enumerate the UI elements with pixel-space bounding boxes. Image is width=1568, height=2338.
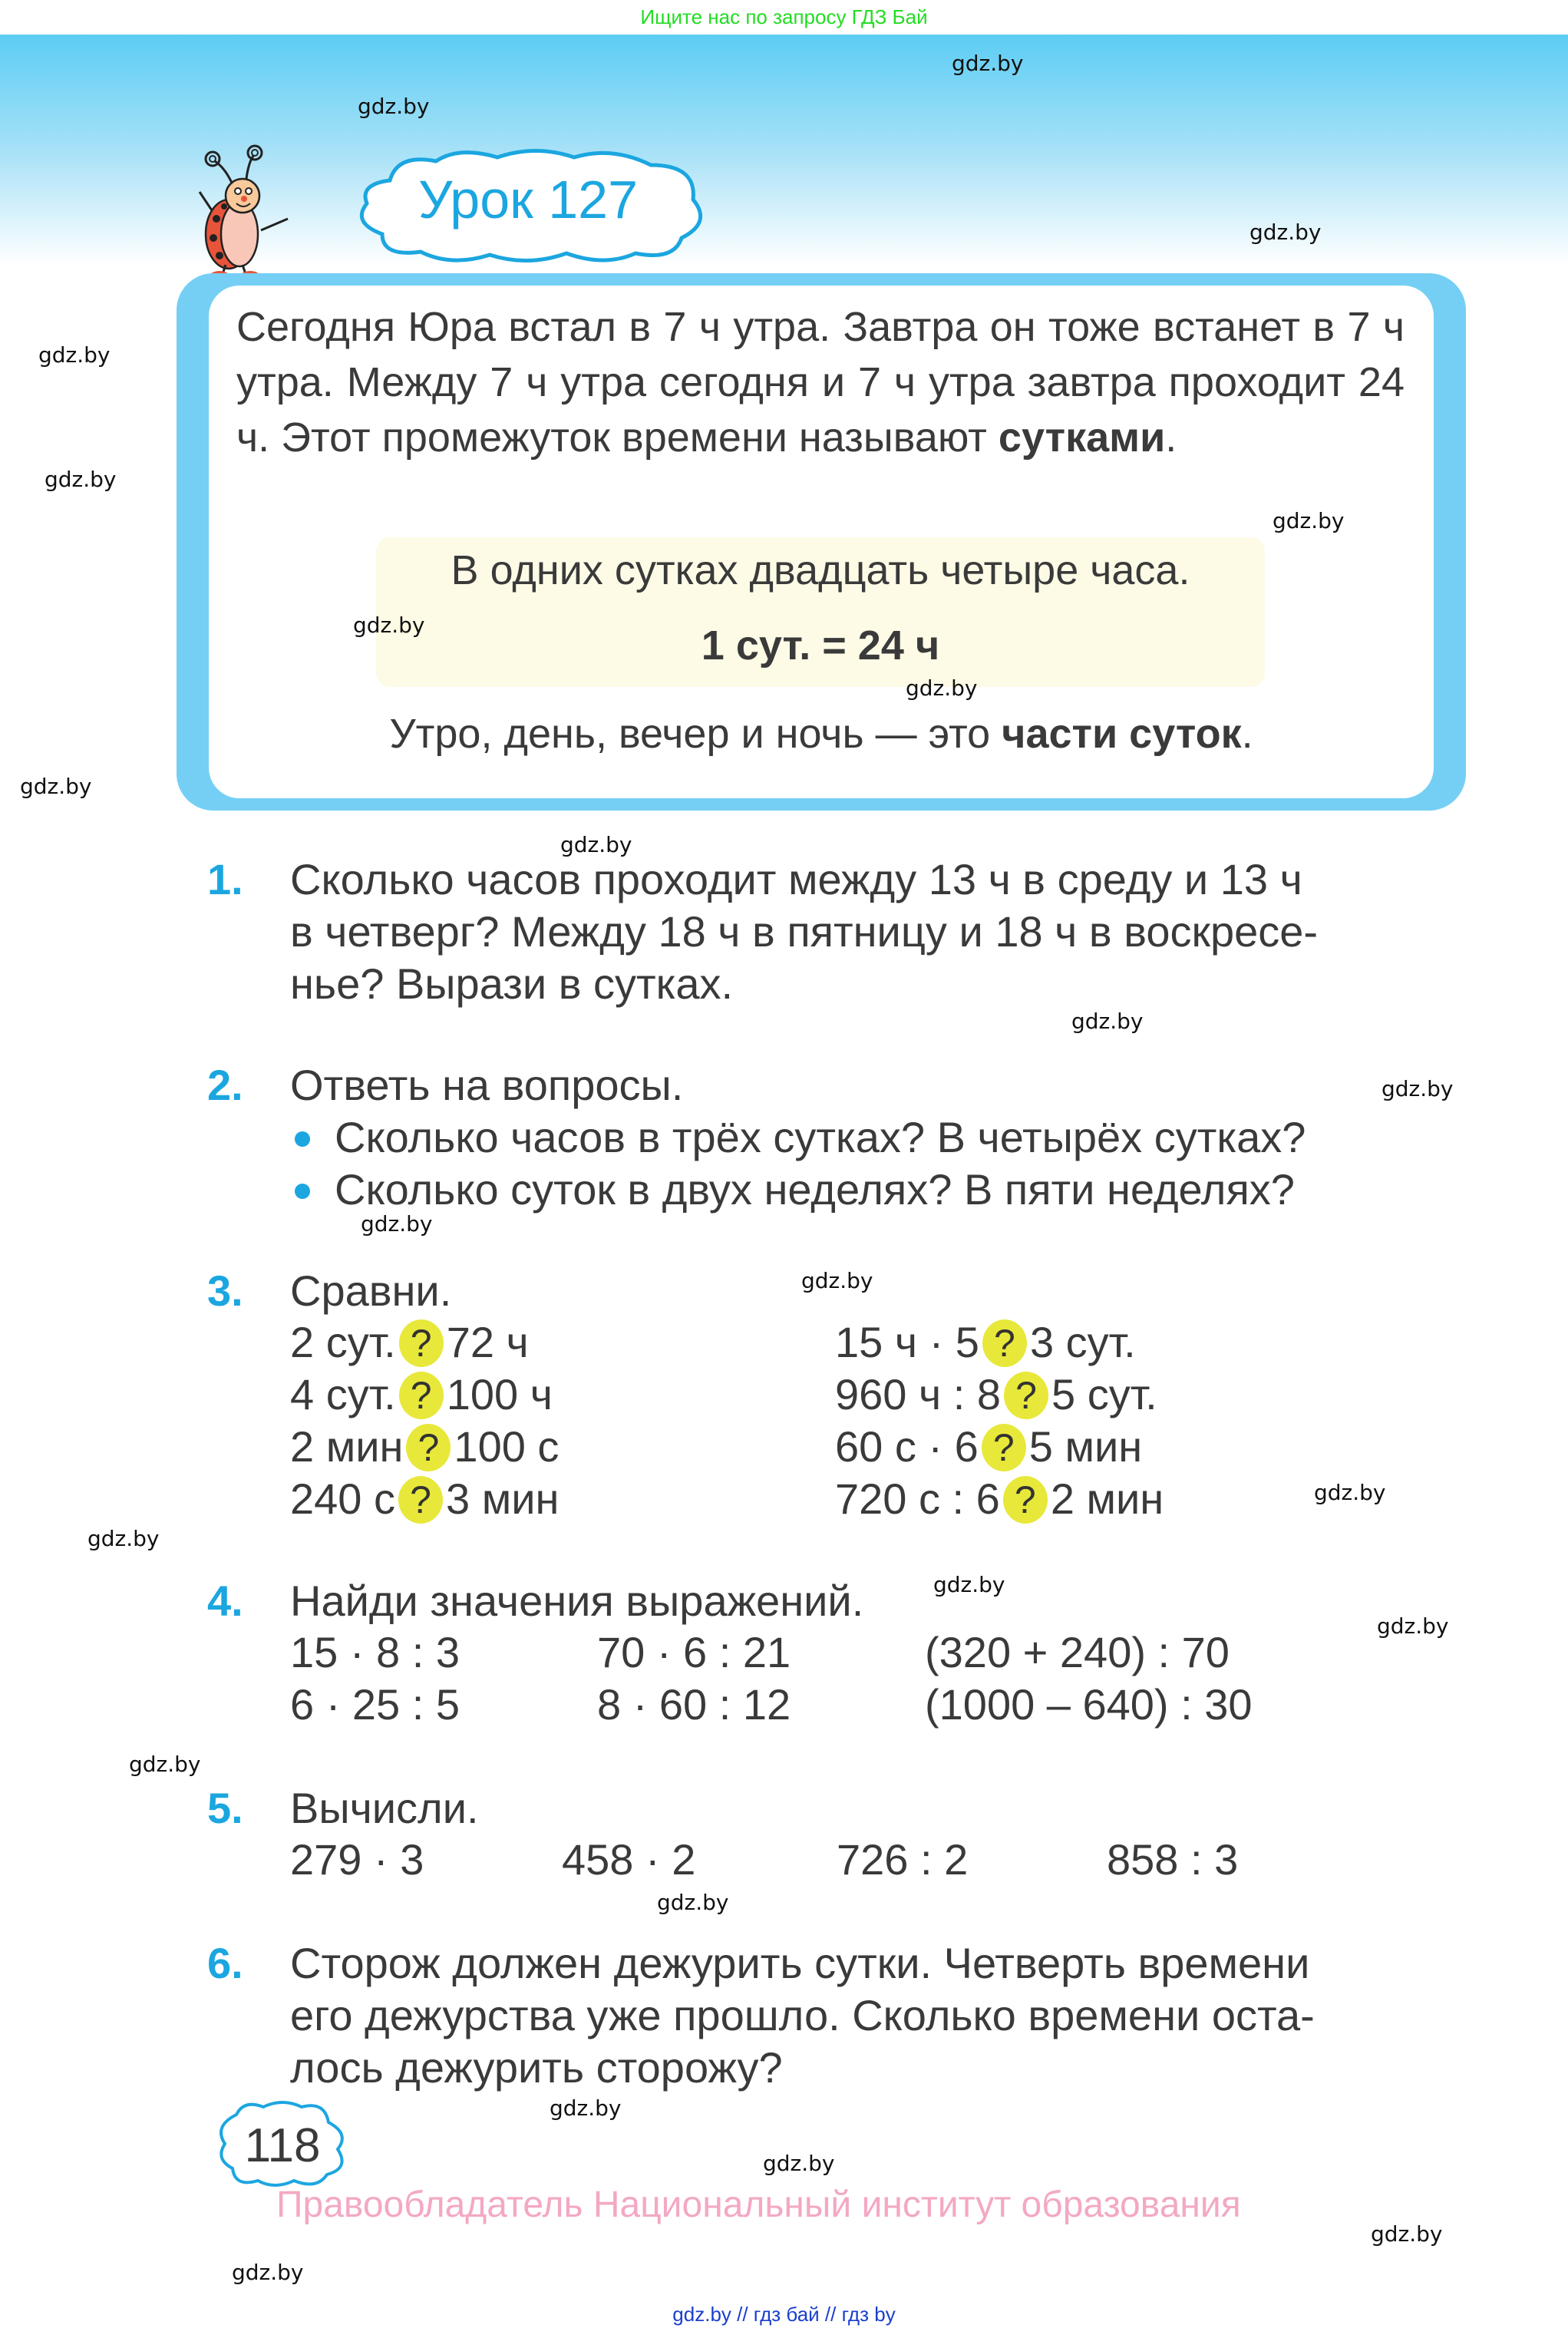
watermark: gdz.by <box>129 1752 201 1777</box>
expression: 8 · 60 : 12 <box>597 1680 791 1729</box>
copyright-notice: Правообладатель Национальный институт образования <box>276 2184 1241 2225</box>
compare-right: 2 мин <box>1050 1474 1164 1523</box>
exercise-number: 1. <box>207 855 243 903</box>
bullet-item <box>290 1111 1306 1164</box>
watermark: gdz.by <box>45 467 117 492</box>
compare-item <box>835 1369 1157 1419</box>
intro-period: . <box>1165 414 1177 461</box>
watermark: gdz.by <box>1314 1480 1386 1505</box>
footer-links[interactable]: gdz.by // гдз бай // гдз by <box>672 2303 896 2326</box>
exercise-title: Найди значения выражений. <box>290 1577 864 1625</box>
question-mark-icon[interactable]: ? <box>399 1372 444 1419</box>
compare-right: 72 ч <box>446 1318 529 1366</box>
compare-item <box>290 1422 559 1471</box>
exercise-number: 3. <box>207 1266 243 1315</box>
bullet-dot-icon <box>295 1184 310 1199</box>
watermark: gdz.by <box>1249 220 1322 245</box>
expression: (1000 – 640) : 30 <box>925 1680 1253 1729</box>
expression: 6 · 25 : 5 <box>290 1680 460 1729</box>
exercise-number: 5. <box>207 1784 243 1832</box>
compare-left: 2 сут. <box>290 1318 396 1366</box>
watermark: gdz.by <box>657 1890 729 1915</box>
exercise-number: 2. <box>207 1061 243 1109</box>
bullet-text: Сколько часов в трёх сутках? В четырёх сутках? <box>335 1113 1306 1161</box>
watermark: gdz.by <box>801 1268 873 1293</box>
watermark: gdz.by <box>1071 1009 1144 1034</box>
question-mark-icon[interactable]: ? <box>982 1319 1027 1367</box>
exercise-line: Сторож должен дежурить сутки. Четверть времени <box>290 1939 1310 1987</box>
compare-left: 720 с : 6 <box>835 1474 1000 1523</box>
compare-left: 15 ч · 5 <box>835 1318 979 1366</box>
watermark: gdz.by <box>906 675 978 701</box>
rule-line: В одних сутках двадцать четыре часа. <box>451 547 1190 593</box>
day-parts-text: Утро, день, вечер и ночь — это <box>389 711 1002 757</box>
intro-text <box>236 299 1405 465</box>
search-banner[interactable]: Ищите нас по запросу ГДЗ Бай <box>0 0 1568 35</box>
day-parts-line <box>209 710 1434 758</box>
compare-item <box>290 1369 553 1419</box>
compare-right: 3 мин <box>446 1474 560 1523</box>
compare-right: 100 ч <box>446 1370 553 1418</box>
watermark: gdz.by <box>550 2095 622 2121</box>
exercise-line: Сколько часов проходит между 13 ч в среду и 13 ч <box>290 855 1302 903</box>
exercise-line: его дежурства уже прошло. Сколько времени оста- <box>290 1991 1315 2039</box>
question-mark-icon[interactable]: ? <box>982 1424 1026 1471</box>
exercise-line: лось дежурить сторожу? <box>290 2043 783 2092</box>
compare-item <box>290 1317 529 1367</box>
exercise-title: Ответь на вопросы. <box>290 1061 684 1109</box>
day-parts-period: . <box>1241 711 1253 757</box>
calc-item: 279 · 3 <box>290 1835 424 1884</box>
compare-item <box>290 1474 559 1524</box>
ladybug-icon <box>192 142 299 280</box>
watermark: gdz.by <box>763 2151 835 2176</box>
exercise-line: в четверг? Между 18 ч в пятницу и 18 ч в воскресе- <box>290 907 1319 956</box>
expression: 70 · 6 : 21 <box>597 1628 791 1676</box>
exercise-number: 6. <box>207 1939 243 1987</box>
page-number: 118 <box>244 2119 321 2172</box>
watermark: gdz.by <box>933 1572 1005 1597</box>
question-mark-icon[interactable]: ? <box>406 1424 451 1471</box>
rule-formula: 1 сут. = 24 ч <box>701 622 940 669</box>
exercise-title: Сравни. <box>290 1266 452 1315</box>
exercise-line: нье? Вырази в сутках. <box>290 959 734 1008</box>
calc-item: 458 · 2 <box>562 1835 696 1884</box>
compare-right: 3 сут. <box>1029 1318 1136 1366</box>
day-parts-bold: части суток <box>1002 711 1242 757</box>
watermark: gdz.by <box>353 613 425 638</box>
exercise-title: Вычисли. <box>290 1784 479 1832</box>
compare-right: 5 сут. <box>1051 1370 1157 1418</box>
watermark: gdz.by <box>1273 508 1345 533</box>
compare-right: 100 с <box>454 1422 560 1471</box>
question-mark-icon[interactable]: ? <box>399 1319 444 1367</box>
watermark: gdz.by <box>1371 2221 1443 2247</box>
watermark: gdz.by <box>361 1211 433 1237</box>
compare-item <box>835 1422 1142 1471</box>
watermark: gdz.by <box>232 2260 304 2285</box>
watermark: gdz.by <box>38 342 111 368</box>
compare-left: 60 с · 6 <box>835 1422 979 1471</box>
watermark: gdz.by <box>358 94 430 119</box>
compare-right: 5 мин <box>1028 1422 1143 1471</box>
compare-left: 960 ч : 8 <box>835 1370 1001 1418</box>
compare-item <box>835 1317 1136 1367</box>
expression: (320 + 240) : 70 <box>925 1628 1230 1676</box>
compare-left: 240 с <box>290 1474 395 1523</box>
intro-paragraph: Сегодня Юра встал в 7 ч утра. Завтра он тоже встанет в 7 ч утра. Между 7 ч утра сегодня и 7 ч утра завтра проходит 24 ч. Этот промежуток времени называют <box>236 304 1405 461</box>
watermark: gdz.by <box>560 832 632 857</box>
intro-bold-term: сутками <box>998 414 1166 461</box>
watermark: gdz.by <box>87 1526 160 1551</box>
bullet-dot-icon <box>295 1131 310 1147</box>
bullet-item <box>290 1164 1306 1216</box>
watermark: gdz.by <box>1381 1076 1454 1101</box>
question-mark-icon[interactable]: ? <box>1003 1476 1048 1524</box>
question-mark-icon[interactable]: ? <box>398 1476 443 1524</box>
calc-item: 858 : 3 <box>1107 1835 1239 1884</box>
watermark: gdz.by <box>20 774 92 799</box>
exercise-number: 4. <box>207 1577 243 1625</box>
watermark: gdz.by <box>952 51 1024 76</box>
compare-left: 4 сут. <box>290 1370 396 1418</box>
compare-item <box>835 1474 1164 1524</box>
bullet-text: Сколько суток в двух неделях? В пяти неделях? <box>335 1165 1295 1214</box>
watermark: gdz.by <box>1377 1613 1449 1639</box>
expression: 15 · 8 : 3 <box>290 1628 460 1676</box>
question-mark-icon[interactable]: ? <box>1004 1372 1048 1419</box>
lesson-title: Урок 127 <box>418 170 639 230</box>
calc-item: 726 : 2 <box>837 1835 969 1884</box>
compare-left: 2 мин <box>290 1422 404 1471</box>
